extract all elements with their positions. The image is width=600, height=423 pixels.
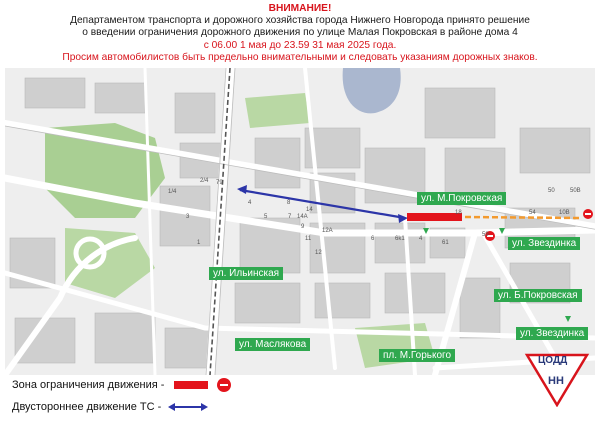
city-map[interactable] bbox=[5, 68, 595, 375]
building-number: 50B bbox=[570, 188, 581, 194]
codd-logo-subtext: НН bbox=[548, 375, 564, 387]
building-number: 12A bbox=[322, 228, 333, 234]
street-label-b-pokrovskaya: ул. Б.Покровская bbox=[494, 289, 582, 302]
building-number: 1 bbox=[197, 240, 201, 246]
notice-line-3: с 06.00 1 мая до 23.59 31 мая 2025 года. bbox=[203, 39, 397, 51]
codd-logo-text: ЦОДД bbox=[538, 355, 568, 366]
notice-title: ВНИМАНИЕ! bbox=[268, 3, 332, 14]
street-label-maslyakova: ул. Маслякова bbox=[235, 338, 310, 351]
building-number: 59 bbox=[482, 232, 489, 238]
notice-line-2: о введении ограничения дорожного движения по улице Малая Покровская в районе дома 4 bbox=[82, 27, 518, 39]
building-number: 3 bbox=[186, 214, 190, 220]
no-entry-sign-icon bbox=[217, 378, 231, 392]
building-number: 4 bbox=[248, 200, 252, 206]
restriction-zone bbox=[407, 213, 462, 221]
building-number: 4 bbox=[419, 236, 423, 242]
notice-line-1: Департаментом транспорта и дорожного хозяйства города Нижнего Новгорода принято решение bbox=[70, 15, 530, 27]
street-label-m-pokrovskaya: ул. М.Покровская bbox=[417, 192, 506, 205]
building-number: 61 bbox=[442, 240, 449, 246]
park-area bbox=[245, 93, 310, 128]
building-number: 14 bbox=[306, 207, 313, 213]
street-label-pl-m-gorkogo: пл. М.Горького bbox=[379, 349, 455, 362]
legend-restriction bbox=[12, 378, 231, 392]
building-number: 1/4 bbox=[168, 189, 177, 195]
building-number: 50 bbox=[548, 188, 555, 194]
notice-header bbox=[0, 0, 600, 64]
building-number: 54 bbox=[529, 210, 536, 216]
building-number: 7 bbox=[288, 214, 292, 220]
building-number: 10B bbox=[559, 210, 570, 216]
building-number: 79 bbox=[216, 180, 223, 186]
building-number: 14A bbox=[297, 214, 308, 220]
building-number: 6k1 bbox=[395, 236, 405, 242]
building-number: 6 bbox=[371, 236, 375, 242]
street-label-ilinskaya: ул. Ильинская bbox=[209, 267, 283, 280]
street-label-zvezdinka: ул. Звездинка bbox=[508, 237, 580, 250]
no-entry-sign-icon bbox=[583, 209, 593, 219]
map-canvas bbox=[5, 68, 595, 375]
building-number: 12 bbox=[315, 250, 322, 256]
building-number: 2/4 bbox=[200, 178, 209, 184]
building-number: 8 bbox=[287, 200, 291, 206]
building-number: 18 bbox=[455, 210, 462, 216]
two-way-arrow-icon bbox=[168, 402, 208, 412]
building-number: 11 bbox=[305, 236, 312, 242]
codd-logo bbox=[524, 351, 590, 407]
restriction-swatch bbox=[174, 381, 208, 389]
building-number: 9 bbox=[301, 224, 305, 230]
notice-line-4: Просим автомобилистов быть предельно внимательными и следовать указаниям дорожных знаков. bbox=[62, 51, 538, 63]
legend-two-way-traffic bbox=[12, 401, 208, 413]
street-label-zvezdinka-south: ул. Звездинка bbox=[516, 327, 588, 340]
legend-traffic-label: Двустороннее движение ТС - bbox=[12, 401, 162, 413]
legend-restriction-label: Зона ограничения движения - bbox=[12, 378, 165, 391]
building-number: 5 bbox=[264, 214, 268, 220]
